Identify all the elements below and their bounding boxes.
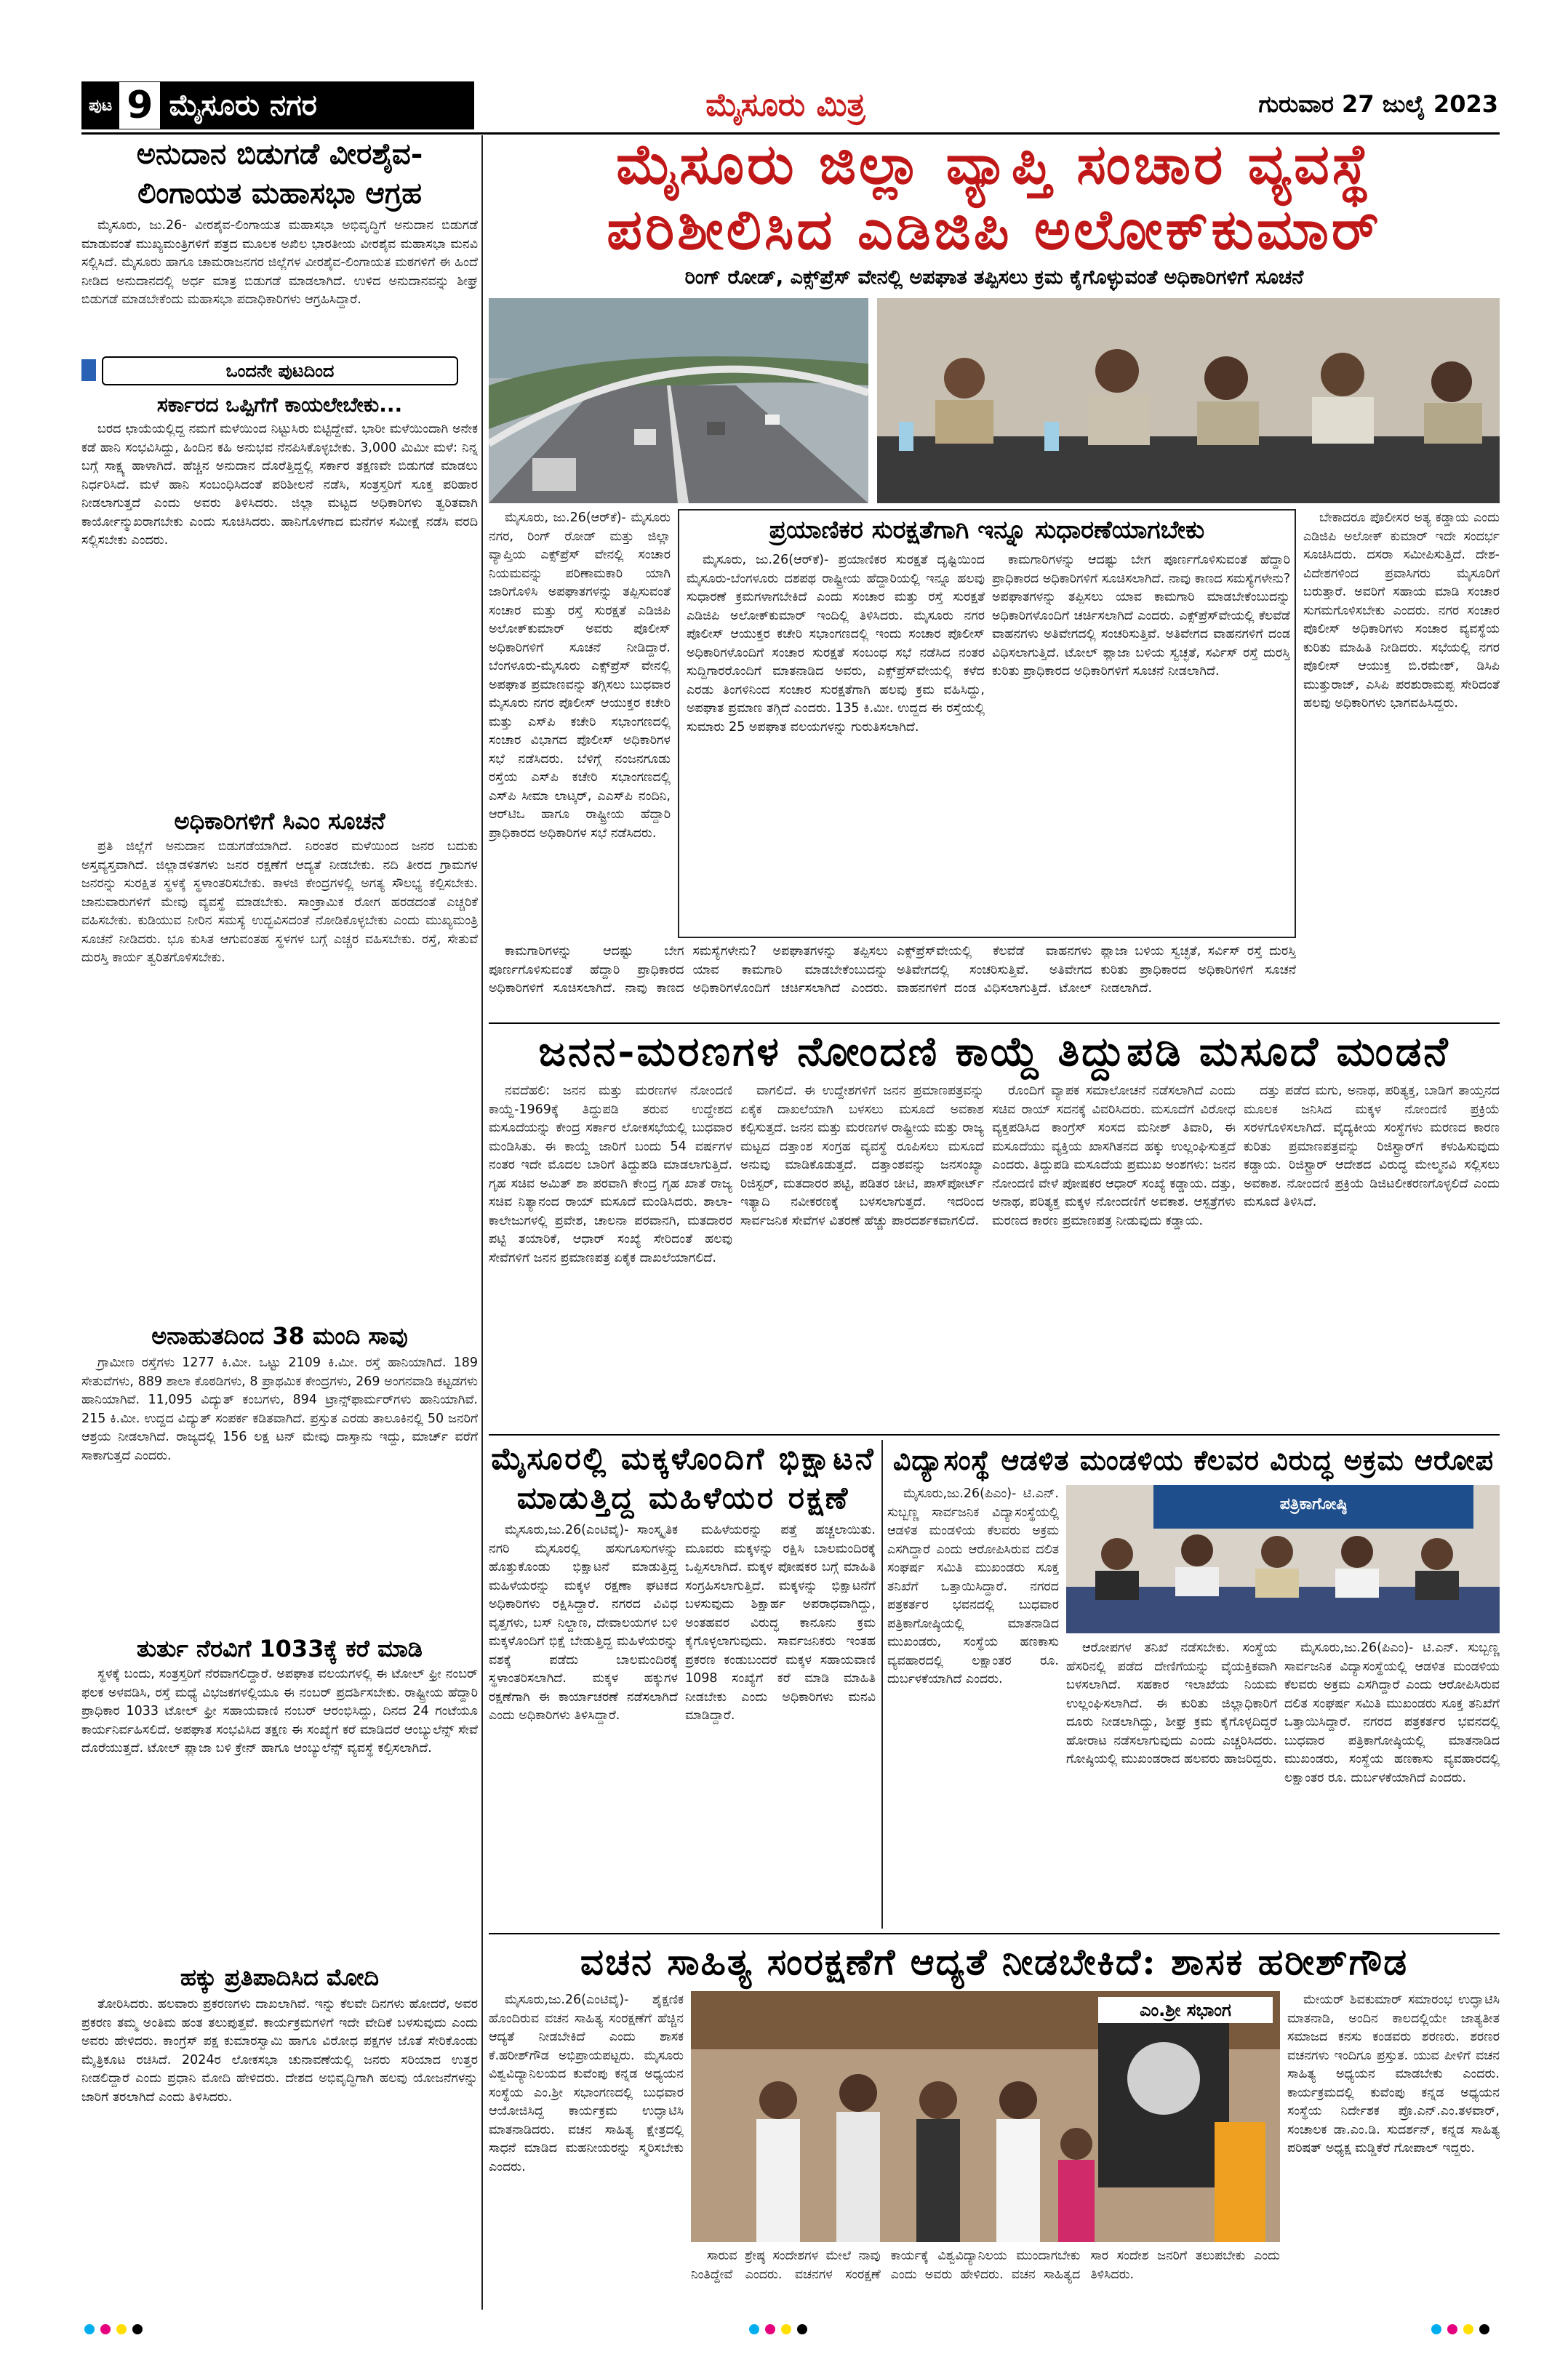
yellow-dot [116, 2324, 127, 2334]
continued-marker-left [81, 359, 96, 381]
issue-date: ಗುರುವಾರ 27 ಜುಲೈ 2023 [1258, 90, 1498, 118]
vachana-caption-paragraph: ಸಾರುವ ಶ್ರೇಷ್ಠ ಸಂದೇಶಗಳ ಮೇಲೆ ನಾವು ನಿಂತಿದ್ದೇವೆ ಎಂದರು. ವಚನಗಳ ಸಂರಕ್ಷಣೆ ಕಾರ್ಯಕ್ಕೆ ವಿಶ್ವವಿದ್ಯಾನಿಲಯ ಮುಂದಾಗಬೇಕು ಎಂದು ಅವರು ಹೇಳಿದರು. ವಚನ ಸಾಹಿತ್ಯದ ಸಾರ ಸಂದೇಶ ಜನರಿಗೆ ತಲುಪಬೇಕು ಎಂದು ತಿಳಿಸಿದರು. [691, 2249, 1280, 2282]
lead-col1-paragraph: ಮೈಸೂರು, ಜು.26(ಆರ್‌ಕೆ)- ಮೈಸೂರು ನಗರ, ರಿಂಗ್ ರೋಡ್ ಮತ್ತು ಜಿಲ್ಲಾ ವ್ಯಾಪ್ತಿಯ ಎಕ್ಸ್‌ಪ್ರೆಸ್ ವೇನಲ್ಲಿ ಸಂಚಾರ ನಿಯಮವನ್ನು ಪರಿಣಾಮಕಾರಿ ಯಾಗಿ ಜಾರಿಗೊಳಿಸಿ ಅಪಘಾತಗಳನ್ನು ತಪ್ಪಿಸುವಂತೆ ಸಂಚಾರ ಮತ್ತು ರಸ್ತೆ ಸುರಕ್ಷತೆ ಎಡಿಜಿಪಿ ಅಲೋಕ್‌ಕುಮಾರ್ ಅವರು ಪೊಲೀಸ್ ಅಧಿಕಾರಿಗಳಿಗೆ ಸೂಚನೆ ನೀಡಿದ್ದಾರೆ. ಬೆಂಗಳೂರು-ಮೈಸೂರು ಎಕ್ಸ್‌ಪ್ರೆಸ್ ವೇನಲ್ಲಿ ಅಪಘಾತ ಪ್ರಮಾಣವನ್ನು ತಗ್ಗಿಸಲು ಬುಧವಾರ ಮೈಸೂರು ನಗರ ಪೊಲೀಸ್ ಆಯುಕ್ತರ ಕಚೇರಿ ಮತ್ತು ಎಸ್‌ಪಿ ಕಚೇರಿ ಸಭಾಂಗಣದಲ್ಲಿ ಸಂಚಾರ ವಿಭಾಗದ ಪೊಲೀಸ್ ಅಧಿಕಾರಿಗಳ ಸಭೆ ನಡೆಸಿದರು. ಬೆಳಿಗ್ಗೆ ನಂಜನಗೂಡು ರಸ್ತೆಯ ಎಸ್‌ಪಿ ಕಚೇರಿ ಸಭಾಂಗಣದಲ್ಲಿ ಎಸ್‌ಪಿ ಸೀಮಾ ಲಾಟ್ಕರ್, ಎಎಸ್‌ಪಿ ನಂದಿನಿ, ಆರ್‌ಟಿಒ ಹಾಗೂ ರಾಷ್ಟ್ರೀಯ ಹೆದ್ದಾರಿ ಪ್ರಾಧಿಕಾರದ ಅಧಿಕಾರಿಗಳ ಸಭೆ ನಡೆಸಿದರು. [489, 511, 671, 841]
black-dot [1479, 2324, 1489, 2334]
registration-col2-paragraph: ವಾಗಲಿದೆ. ಈ ಉದ್ದೇಶಗಳಿಗೆ ಜನನ ಪ್ರಮಾಣಪತ್ರವನ್ನು ಏಕೈಕ ದಾಖಲೆಯಾಗಿ ಬಳಸಲು ಮಸೂದೆ ಅವಕಾಶ ಕಲ್ಪಿಸುತ್ತದೆ. ಜನನ ಮತ್ತು ಮರಣಗಳ ರಾಷ್ಟ್ರೀಯ ಮತ್ತು ರಾಜ್ಯ ಮಟ್ಟದ ದತ್ತಾಂಶ ಸಂಗ್ರಹ ವ್ಯವಸ್ಥೆ ರೂಪಿಸಲು ಮಸೂದೆ ಅನುವು ಮಾಡಿಕೊಡುತ್ತದೆ. ದತ್ತಾಂಶವನ್ನು ಜನಸಂಖ್ಯಾ ರಿಜಿಸ್ಟರ್, ಮತದಾರರ ಪಟ್ಟಿ, ಪಡಿತರ ಚೀಟಿ, ಪಾಸ್‌ಪೋರ್ಟ್ ಇತ್ಯಾದಿ ನವೀಕರಣಕ್ಕೆ ಬಳಸಲಾಗುತ್ತದೆ. ಇದರಿಂದ ಸಾರ್ವಜನಿಕ ಸೇವೆಗಳ ವಿತರಣೆ ಹೆಚ್ಚು ಪಾರದರ್ಶಕವಾಗಲಿದೆ. [740, 1084, 984, 1228]
cyan-dot [749, 2324, 759, 2334]
lead-col4 [1303, 509, 1500, 1018]
safety-box-headline: ಪ್ರಯಾಣಿಕರ ಸುರಕ್ಷತೆಗಾಗಿ ಇನ್ನೂ ಸುಧಾರಣೆಯಾಗಬೇಕು [769, 516, 1205, 545]
lead-col4-paragraph: ಬೇಕಾದರೂ ಪೊಲೀಸರ ಅತ್ಯ ಕಡ್ಡಾಯ ಎಂದು ಎಡಿಜಿಪಿ ಅಲೋಕ್ ಕುಮಾರ್ ಇದೇ ಸಂದರ್ಭ ಸೂಚಿಸಿದರು. ದಸರಾ ಸಮೀಪಿಸುತ್ತಿದೆ. ದೇಶ-ವಿದೇಶಗಳಿಂದ ಪ್ರವಾಸಿಗರು ಮೈಸೂರಿಗೆ ಬರುತ್ತಾರೆ. ಅವರಿಗೆ ಸಹಾಯ ಮಾಡಿ ಸಂಚಾರ ಸುಗಮಗೊಳಿಸಬೇಕು ಎಂದರು. ನಗರ ಸಂಚಾರ ಪೊಲೀಸ್ ಅಧಿಕಾರಿಗಳು ಸಂಚಾರ ವ್ಯವಸ್ಥೆಯ ಕುರಿತು ಮಾಹಿತಿ ನೀಡಿದರು. ಸಭೆಯಲ್ಲಿ ನಗರ ಪೊಲೀಸ್ ಆಯುಕ್ತ ಬಿ.ರಮೇಶ್, ಡಿಸಿಪಿ ಮುತ್ತುರಾಜ್, ಎಸಿಪಿ ಪರಶುರಾಮಪ್ಪ ಸೇರಿದಂತೆ ಹಲವು ಅಧಿಕಾರಿಗಳು ಭಾಗವಹಿಸಿದ್ದರು. [1303, 511, 1500, 710]
left-subhead-5: ಹಕ್ಕು ಪ್ರತಿಪಾದಿಸಿದ ಮೋದಿ [180, 1963, 380, 1991]
begging-divider [881, 1440, 883, 1929]
begging-headline-line2: ಮಾಡುತ್ತಿದ್ದ ಮಹಿಳೆಯರ ರಕ್ಷಣೆ [516, 1480, 850, 1516]
expressway-image [489, 298, 868, 503]
left-body-3-paragraph: ಗ್ರಾಮೀಣ ರಸ್ತೆಗಳು 1277 ಕಿ.ಮೀ. ಒಟ್ಟು 2109 ಕಿ.ಮೀ. ರಸ್ತೆ ಹಾನಿಯಾಗಿದೆ. 189 ಸೇತುವೆಗಳು, 889 ಶಾಲಾ ಕೊಠಡಿಗಳು, 8 ಪ್ರಾಥಮಿಕ ಕೇಂದ್ರಗಳು, 269 ಅಂಗನವಾಡಿ ಕಟ್ಟಡಗಳು ಹಾನಿಯಾಗಿವೆ. 11,095 ವಿದ್ಯುತ್ ಕಂಬಗಳು, 894 ಟ್ರಾನ್ಸ್‌ಫಾರ್ಮರ್‌ಗಳು ಹಾನಿಯಾಗಿವೆ. 215 ಕಿ.ಮೀ. ಉದ್ದದ ವಿದ್ಯುತ್ ಸಂಪರ್ಕ ಕಡಿತವಾಗಿದೆ. ಪ್ರಸ್ತುತ ಎರಡು ತಾಲೂಕಿನಲ್ಲಿ 50 ಜನರಿಗೆ ಆಶ್ರಯ ನೀಡಲಾಗಿದೆ. ರಾಜ್ಯದಲ್ಲಿ 156 ಲಕ್ಷ ಟನ್ ಮೇವು ದಾಸ್ತಾನು ಇದ್ದು, ಮಾರ್ಚ್ ವರೆಗೆ ಸಾಕಾಗುತ್ತದೆ ಎಂದರು. [81, 1356, 478, 1463]
lead-continuation [489, 942, 1296, 1018]
left-intro-paragraph: ಮೈಸೂರು, ಜು.26- ವೀರಶೈವ-ಲಿಂಗಾಯತ ಮಹಾಸಭಾ ಅಭಿವೃದ್ಧಿಗೆ ಅನುದಾನ ಬಿಡುಗಡೆ ಮಾಡುವಂತೆ ಮುಖ್ಯಮಂತ್ರಿಗಳಿಗೆ ಪತ್ರದ ಮೂಲಕ ಅಖಿಲ ಭಾರತೀಯ ವೀರಶೈವ ಮಹಾಸಭಾ ಮನವಿ ಸಲ್ಲಿಸಿದೆ. ಮೈಸೂರು ಹಾಗೂ ಚಾಮರಾಜನಗರ ಜಿಲ್ಲೆಗಳ ವೀರಶೈವ-ಲಿಂಗಾಯತ ಮಠಗಳಿಗೆ ಈ ಹಿಂದೆ ನೀಡಿದ ಅನುದಾನದಲ್ಲಿ ಅರ್ಧ ಮಾತ್ರ ಬಿಡುಗಡೆ ಮಾಡಲಾಗಿದೆ. ಉಳಿದ ಅನುದಾನವನ್ನು ಶೀಘ್ರ ಬಿಡುಗಡೆ ಮಾಡಬೇಕೆಂದು ಮಹಾಸಭಾ ಪದಾಧಿಕಾರಿಗಳು ಆಗ್ರಹಿಸಿದ್ದಾರೆ. [81, 218, 478, 307]
cyan-dot [84, 2324, 95, 2334]
lead-headline-line1: ಮೈಸೂರು ಜಿಲ್ಲಾ ವ್ಯಾಪ್ತಿ ಸಂಚಾರ ವ್ಯವಸ್ಥೆ [616, 132, 1372, 196]
vachana-col2 [1287, 1991, 1500, 2311]
yellow-dot [1463, 2324, 1473, 2334]
registration-col4 [1244, 1082, 1500, 1431]
meeting-image [877, 298, 1500, 503]
left-headline-line1: ಅನುದಾನ ಬಿಡುಗಡೆ ವೀರಶೈವ- [136, 137, 423, 171]
left-headline-line2: ಲಿಂಗಾಯತ ಮಹಾಸಭಾ ಆಗ್ರಹ [137, 176, 422, 210]
vachana-col1 [489, 1991, 684, 2311]
magenta-dot [765, 2324, 775, 2334]
press-meet-banner: ಪತ್ರಿಕಾಗೋಷ್ಠಿ [1279, 1495, 1348, 1513]
vachana-col1-paragraph: ಮೈಸೂರು,ಜು.26(ಎಂಟಿವೈ)- ಶೈಕ್ಷಣಿಕ ಹೊಂದಿರುವ ವಚನ ಸಾಹಿತ್ಯ ಸಂರಕ್ಷಣೆಗೆ ಹೆಚ್ಚಿನ ಆದ್ಯತೆ ನೀಡಬೇಕಿದೆ ಎಂದು ಶಾಸಕ ಕೆ.ಹರೀಶ್‌ಗೌಡ ಅಭಿಪ್ರಾಯಪಟ್ಟರು. ಮೈಸೂರು ವಿಶ್ವವಿದ್ಯಾನಿಲಯದ ಕುವೆಂಪು ಕನ್ನಡ ಅಧ್ಯಯನ ಸಂಸ್ಥೆಯ ಎಂ.ಶ್ರೀ ಸಭಾಂಗಣದಲ್ಲಿ ಬುಧವಾರ ಆಯೋಜಿಸಿದ್ದ ಕಾರ್ಯಕ್ರಮ ಉದ್ಘಾಟಿಸಿ ಮಾತನಾಡಿದರು. ವಚನ ಸಾಹಿತ್ಯ ಕ್ಷೇತ್ರದಲ್ಲಿ ಸಾಧನೆ ಮಾಡಿದ ಮಹನೀಯರನ್ನು ಸ್ಮರಿಸಬೇಕು ಎಂದರು. [489, 1993, 684, 2174]
left-subhead-1: ಸರ್ಕಾರದ ಒಪ್ಪಿಗೆಗೆ ಕಾಯಲೇಬೇಕು... [156, 393, 403, 417]
hall-name-banner: ಎಂ.ಶ್ರೀ ಸಭಾಂಗ [1098, 1997, 1273, 2023]
left-intro-text [81, 217, 478, 348]
section-title: ಮೈಸೂರು ನಗರ [169, 89, 317, 122]
mid-rule [489, 1434, 1500, 1436]
school-col3-paragraph: ಮೈಸೂರು,ಜು.26(ಪಿಎಂ)- ಟಿ.ಎನ್. ಸುಬ್ಬಣ್ಣ ಸಾರ್ವಜನಿಕ ವಿದ್ಯಾಸಂಸ್ಥೆಯಲ್ಲಿ ಆಡಳಿತ ಮಂಡಳಿಯ ಕೆಲವರು ಅಕ್ರಮ ಎಸಗಿದ್ದಾರೆ ಎಂದು ಆರೋಪಿಸಿರುವ ದಲಿತ ಸಂಘರ್ಷ ಸಮಿತಿ ಮುಖಂಡರು ಸೂಕ್ತ ತನಿಖೆಗೆ ಒತ್ತಾಯಿಸಿದ್ದಾರೆ. ನಗರದ ಪತ್ರಕರ್ತರ ಭವನದಲ್ಲಿ ಬುಧವಾರ ಪತ್ರಿಕಾಗೋಷ್ಠಿಯಲ್ಲಿ ಮಾತನಾಡಿದ ಮುಖಂಡರು, ಸಂಸ್ಥೆಯ ಹಣಕಾಸು ವ್ಯವಹಾರದಲ್ಲಿ ಲಕ್ಷಾಂತರ ರೂ. ದುರ್ಬಳಕೆಯಾಗಿದೆ ಎಂದರು. [1284, 1641, 1500, 1785]
continued-box: ಒಂದನೇ ಪುಟದಿಂದ [102, 356, 458, 385]
black-dot [132, 2324, 143, 2334]
vachana-caption [691, 2247, 1280, 2311]
registration-dots-center [749, 2324, 807, 2334]
page-label: ಪುಟ [89, 96, 113, 115]
begging-col2-paragraph: ಮಹಿಳೆಯರನ್ನು ಪತ್ತೆ ಹಚ್ಚಲಾಯಿತು. ಮೂವರು ಮಕ್ಕಳನ್ನು ರಕ್ಷಿಸಿ ಬಾಲಮಂದಿರಕ್ಕೆ ಒಪ್ಪಿಸಲಾಗಿದೆ. ಮಕ್ಕಳ ಪೋಷಕರ ಬಗ್ಗೆ ಮಾಹಿತಿ ಸಂಗ್ರಹಿಸಲಾಗುತ್ತಿದೆ. ಮಕ್ಕಳನ್ನು ಭಿಕ್ಷಾಟನೆಗೆ ಬಳಸುವುದು ಶಿಕ್ಷಾರ್ಹ ಅಪರಾಧವಾಗಿದ್ದು, ಅಂತಹವರ ವಿರುದ್ಧ ಕಾನೂನು ಕ್ರಮ ಕೈಗೊಳ್ಳಲಾಗುವುದು. ಸಾರ್ವಜನಿಕರು ಇಂತಹ ಪ್ರಕರಣ ಕಂಡುಬಂದರೆ ಮಕ್ಕಳ ಸಹಾಯವಾಣಿ 1098 ಸಂಖ್ಯೆಗೆ ಕರೆ ಮಾಡಿ ಮಾಹಿತಿ ನೀಡಬೇಕು ಎಂದು ಅಧಿಕಾರಿಗಳು ಮನವಿ ಮಾಡಿದ್ದಾರೆ. [685, 1523, 876, 1723]
lead-subhead: ರಿಂಗ್ ರೋಡ್, ಎಕ್ಸ್‌ಪ್ರೆಸ್ ವೇನಲ್ಲಿ ಅಪಘಾತ ತಪ್ಪಿಸಲು ಕ್ರಮ ಕೈಗೊಳ್ಳುವಂತೆ ಅಧಿಕಾರಿಗಳಿಗೆ ಸೂಚನೆ [684, 266, 1304, 289]
yellow-dot [781, 2324, 791, 2334]
expressway-photo [489, 298, 868, 503]
left-subhead-3: ಅನಾಹುತದಿಂದ 38 ಮಂದಿ ಸಾವು [151, 1322, 408, 1350]
registration-col1 [489, 1082, 732, 1431]
left-subhead-4: ತುರ್ತು ನೆರವಿಗೆ 1033ಕ್ಕೆ ಕರೆ ಮಾಡಿ [137, 1635, 423, 1662]
vachana-event-photo [691, 1991, 1280, 2242]
lead-continuation-paragraph: ಕಾಮಗಾರಿಗಳನ್ನು ಆದಷ್ಟು ಬೇಗ ಪೂರ್ಣಗೊಳಿಸುವಂತೆ ಹೆದ್ದಾರಿ ಪ್ರಾಧಿಕಾರದ ಅಧಿಕಾರಿಗಳಿಗೆ ಸೂಚಿಸಲಾಗಿದೆ. ನಾವು ಕಾಣದ ಸಮಸ್ಯೆಗಳೇನು? ಅಪಘಾತಗಳನ್ನು ತಪ್ಪಿಸಲು ಯಾವ ಕಾಮಗಾರಿ ಮಾಡಬೇಕೆಂಬುದನ್ನು ಅಧಿಕಾರಿಗಳೊಂದಿಗೆ ಚರ್ಚಿಸಲಾಗಿದೆ ಎಂದರು. ಎಕ್ಸ್‌ಪ್ರೆಸ್‌ವೇಯಲ್ಲಿ ಕೆಲವೆಡೆ ವಾಹನಗಳು ಅತಿವೇಗದಲ್ಲಿ ಸಂಚರಿಸುತ್ತಿವೆ. ಅತಿವೇಗದ ವಾಹನಗಳಿಗೆ ದಂಡ ವಿಧಿಸಲಾಗುತ್ತಿದೆ. ಟೋಲ್ ಪ್ಲಾಜಾ ಬಳಿಯ ಸ್ವಚ್ಛತೆ, ಸರ್ವಿಸ್ ರಸ್ತೆ ದುರಸ್ತಿ ಕುರಿತು ಪ್ರಾಧಿಕಾರದ ಅಧಿಕಾರಿಗಳಿಗೆ ಸೂಚನೆ ನೀಡಲಾಗಿದೆ. [489, 944, 1296, 996]
lead-headline-line2: ಪರಿಶೀಲಿಸಿದ ಎಡಿಜಿಪಿ ಅಲೋಕ್‌ಕುಮಾರ್ [607, 197, 1382, 262]
left-subhead-2: ಅಧಿಕಾರಿಗಳಿಗೆ ಸಿಎಂ ಸೂಚನೆ [174, 807, 385, 835]
left-body-2 [81, 838, 478, 1318]
safety-box-col2 [992, 551, 1290, 929]
school-col1 [887, 1485, 1059, 1929]
begging-col2 [685, 1521, 876, 1929]
registration-col1-paragraph: ನವದೆಹಲಿ: ಜನನ ಮತ್ತು ಮರಣಗಳ ನೋಂದಣಿ ಕಾಯ್ದೆ-1969ಕ್ಕೆ ತಿದ್ದುಪಡಿ ತರುವ ಉದ್ದೇಶದ ಮಸೂದೆಯನ್ನು ಕೇಂದ್ರ ಸರ್ಕಾರ ಲೋಕಸಭೆಯಲ್ಲಿ ಬುಧವಾರ ಮಂಡಿಸಿತು. ಈ ಕಾಯ್ದೆ ಜಾರಿಗೆ ಬಂದು 54 ವರ್ಷಗಳ ನಂತರ ಇದೇ ಮೊದಲ ಬಾರಿಗೆ ತಿದ್ದುಪಡಿ ಮಾಡಲಾಗುತ್ತಿದೆ. ಗೃಹ ಸಚಿವ ಅಮಿತ್ ಶಾ ಪರವಾಗಿ ಕೇಂದ್ರ ಗೃಹ ಖಾತೆ ರಾಜ್ಯ ಸಚಿವ ನಿತ್ಯಾನಂದ ರಾಯ್ ಮಸೂದೆ ಮಂಡಿಸಿದರು. ಶಾಲಾ-ಕಾಲೇಜುಗಳಲ್ಲಿ ಪ್ರವೇಶ, ಚಾಲನಾ ಪರವಾನಗಿ, ಮತದಾರರ ಪಟ್ಟಿ ತಯಾರಿಕೆ, ಆಧಾರ್ ಸಂಖ್ಯೆ ಸೇರಿದಂತೆ ಹಲವು ಸೇವೆಗಳಿಗೆ ಜನನ ಪ್ರಮಾಣಪತ್ರ ಏಕೈಕ ದಾಖಲೆಯಾಗಲಿದೆ. [489, 1084, 732, 1265]
registration-col3 [992, 1082, 1236, 1431]
vachana-event-image [691, 1991, 1280, 2242]
press-meet-photo [1066, 1485, 1500, 1633]
left-column-divider [481, 135, 483, 2310]
registration-col4-paragraph: ದತ್ತು ಪಡೆದ ಮಗು, ಅನಾಥ, ಪರಿತ್ಯಕ್ತ, ಬಾಡಿಗೆ ತಾಯ್ತನದ ಮೂಲಕ ಜನಿಸಿದ ಮಕ್ಕಳ ನೋಂದಣಿ ಪ್ರಕ್ರಿಯೆ ಸರಳಗೊಳಿಸಲಾಗಿದೆ. ವೈದ್ಯಕೀಯ ಸಂಸ್ಥೆಗಳು ಮರಣದ ಕಾರಣ ಕುರಿತು ಪ್ರಮಾಣಪತ್ರವನ್ನು ರಿಜಿಸ್ಟ್ರಾರ್‌ಗೆ ಕಳುಹಿಸುವುದು ಕಡ್ಡಾಯ. ರಿಜಿಸ್ಟ್ರಾರ್ ಆದೇಶದ ವಿರುದ್ಧ ಮೇಲ್ಮನವಿ ಸಲ್ಲಿಸಲು ಅವಕಾಶ. ನೋಂದಣಿ ಪ್ರಕ್ರಿಯೆ ಡಿಜಿಟಲೀಕರಣಗೊಳ್ಳಲಿದೆ ಎಂದು ಮಸೂದೆ ತಿಳಿಸಿದೆ. [1244, 1084, 1500, 1209]
left-body-1 [81, 420, 478, 798]
school-col3 [1284, 1639, 1500, 1929]
registration-col3-paragraph: ರೊಂದಿಗೆ ವ್ಯಾಪಕ ಸಮಾಲೋಚನೆ ನಡೆಸಲಾಗಿದೆ ಎಂದು ಸಚಿವ ರಾಯ್ ಸದನಕ್ಕೆ ವಿವರಿಸಿದರು. ಮಸೂದೆಗೆ ವಿರೋಧ ವ್ಯಕ್ತಪಡಿಸಿದ ಕಾಂಗ್ರೆಸ್ ಸಂಸದ ಮನೀಶ್ ತಿವಾರಿ, ಈ ಮಸೂದೆಯು ವ್ಯಕ್ತಿಯ ಖಾಸಗಿತನದ ಹಕ್ಕು ಉಲ್ಲಂಘಿಸುತ್ತದೆ ಎಂದರು. ತಿದ್ದುಪಡಿ ಮಸೂದೆಯ ಪ್ರಮುಖ ಅಂಶಗಳು: ಜನನ ನೋಂದಣಿ ವೇಳೆ ಪೋಷಕರ ಆಧಾರ್ ಸಂಖ್ಯೆ ಕಡ್ಡಾಯ. ದತ್ತು, ಅನಾಥ, ಪರಿತ್ಯಕ್ತ ಮಕ್ಕಳ ನೋಂದಣಿಗೆ ಅವಕಾಶ. ಆಸ್ಪತ್ರೆಗಳು ಮರಣದ ಕಾರಣ ಪ್ರಮಾಣಪತ್ರ ನೀಡುವುದು ಕಡ್ಡಾಯ. [992, 1084, 1236, 1228]
registration-dots-left [84, 2324, 143, 2334]
safety-box-col2-paragraph: ಕಾಮಗಾರಿಗಳನ್ನು ಆದಷ್ಟು ಬೇಗ ಪೂರ್ಣಗೊಳಿಸುವಂತೆ ಹೆದ್ದಾರಿ ಪ್ರಾಧಿಕಾರದ ಅಧಿಕಾರಿಗಳಿಗೆ ಸೂಚಿಸಲಾಗಿದೆ. ನಾವು ಕಾಣದ ಸಮಸ್ಯೆಗಳೇನು? ಅಪಘಾತಗಳನ್ನು ತಪ್ಪಿಸಲು ಯಾವ ಕಾಮಗಾರಿ ಮಾಡಬೇಕೆಂಬುದನ್ನು ಅಧಿಕಾರಿಗಳೊಂದಿಗೆ ಚರ್ಚಿಸಲಾಗಿದೆ ಎಂದರು. ಎಕ್ಸ್‌ಪ್ರೆಸ್‌ವೇಯಲ್ಲಿ ಕೆಲವೆಡೆ ವಾಹನಗಳು ಅತಿವೇಗದಲ್ಲಿ ಸಂಚರಿಸುತ್ತಿವೆ. ಅತಿವೇಗದ ವಾಹನಗಳಿಗೆ ದಂಡ ವಿಧಿಸಲಾಗುತ್ತಿದೆ. ಟೋಲ್ ಪ್ಲಾಜಾ ಬಳಿಯ ಸ್ವಚ್ಛತೆ, ಸರ್ವಿಸ್ ರಸ್ತೆ ದುರಸ್ತಿ ಕುರಿತು ಪ್ರಾಧಿಕಾರದ ಅಧಿಕಾರಿಗಳಿಗೆ ಸೂಚನೆ ನೀಡಲಾಗಿದೆ. [992, 553, 1290, 678]
school-headline: ವಿದ್ಯಾಸಂಸ್ಥೆ ಆಡಳಿತ ಮಂಡಳಿಯ ಕೆಲವರ ವಿರುದ್ಧ ಅಕ್ರಮ ಆರೋಪ [892, 1444, 1495, 1476]
left-body-4-paragraph: ಸ್ಥಳಕ್ಕೆ ಬಂದು, ಸಂತ್ರಸ್ತರಿಗೆ ನೆರವಾಗಲಿದ್ದಾರೆ. ಅಪಘಾತ ವಲಯಗಳಲ್ಲಿ ಈ ಟೋಲ್ ಫ್ರೀ ನಂಬರ್ ಫಲಕ ಅಳವಡಿಸಿ, ರಸ್ತೆ ಮಧ್ಯೆ ವಿಭಜಕಗಳಲ್ಲಿಯೂ ಈ ನಂಬರ್ ಪ್ರದರ್ಶಿಸಬೇಕು. ರಾಷ್ಟ್ರೀಯ ಹೆದ್ದಾರಿ ಪ್ರಾಧಿಕಾರ 1033 ಟೋಲ್ ಫ್ರೀ ಸಹಾಯವಾಣಿ ನಂಬರ್ ಆರಂಭಿಸಿದ್ದು, ದಿನದ 24 ಗಂಟೆಯೂ ಕಾರ್ಯನಿರ್ವಹಿಸಲಿದೆ. ಅಪಘಾತ ಸಂಭವಿಸಿದ ತಕ್ಷಣ ಈ ಸಂಖ್ಯೆಗೆ ಕರೆ ಮಾಡಿದರೆ ಆಂಬ್ಯುಲೆನ್ಸ್ ಸೇವೆ ದೊರೆಯುತ್ತದೆ. ಟೋಲ್ ಪ್ಲಾಜಾ ಬಳಿ ಕ್ರೇನ್ ಹಾಗೂ ಆಂಬ್ಯುಲೆನ್ಸ್ ವ್ಯವಸ್ಥೆ ಕಲ್ಪಿಸಲಾಗಿದೆ. [81, 1667, 478, 1756]
page-header-section-box [81, 81, 474, 129]
lead-col1 [489, 509, 671, 938]
left-body-4 [81, 1665, 478, 1956]
meeting-photo [877, 298, 1500, 503]
registration-dots-right [1431, 2324, 1489, 2334]
bottom-rule [489, 1933, 1500, 1934]
magenta-dot [100, 2324, 111, 2334]
left-body-5-paragraph: ತೋರಿಸಿದರು. ಹಲವಾರು ಪ್ರಕರಣಗಳು ದಾಖಲಾಗಿವೆ. ಇನ್ನು ಕೆಲವೇ ದಿನಗಳು ಹೋದರೆ, ಅವರ ಪ್ರಕರಣ ತಮ್ಮ ಅಂತಿಮ ಹಂತ ತಲುಪುತ್ತವೆ. ಕಾರ್ಯಕ್ರಮಗಳಿಗೆ ಇದೇ ವೇದಿಕೆ ಬಳಸುವುದು ಎಂದು ಅವರು ಹೇಳಿದರು. ಕಾಂಗ್ರೆಸ್ ಪಕ್ಷ ಕುಮಾರಸ್ವಾಮಿ ಹಾಗೂ ವಿರೋಧ ಪಕ್ಷಗಳ ಜೊತೆ ಸೇರಿಕೊಂಡು ಮೈತ್ರಿಕೂಟ ರಚಿಸಿದೆ. 2024ರ ಲೋಕಸಭಾ ಚುನಾವಣೆಯಲ್ಲಿ ಜನರು ಸರಿಯಾದ ಉತ್ತರ ನೀಡಲಿದ್ದಾರೆ ಎಂದು ಪ್ರಧಾನಿ ಮೋದಿ ಹೇಳಿದರು. ದೇಶದ ಅಭಿವೃದ್ಧಿಗಾಗಿ ಹಲವು ಯೋಜನೆಗಳನ್ನು ಜಾರಿಗೆ ತರಲಾಗಿದೆ ಎಂದು ತಿಳಿಸಿದರು. [81, 1997, 478, 2105]
cyan-dot [1431, 2324, 1441, 2334]
vachana-col2-paragraph: ಮೇಯರ್ ಶಿವಕುಮಾರ್ ಸಮಾರಂಭ ಉದ್ಘಾಟಿಸಿ ಮಾತನಾಡಿ, ಅಂದಿನ ಕಾಲದಲ್ಲಿಯೇ ಜಾತ್ಯತೀತ ಸಮಾಜದ ಕನಸು ಕಂಡವರು ಶರಣರು. ಶರಣರ ವಚನಗಳು ಇಂದಿಗೂ ಪ್ರಸ್ತುತ. ಯುವ ಪೀಳಿಗೆ ವಚನ ಸಾಹಿತ್ಯ ಅಧ್ಯಯನ ಮಾಡಬೇಕು ಎಂದರು. ಕಾರ್ಯಕ್ರಮದಲ್ಲಿ ಕುವೆಂಪು ಕನ್ನಡ ಅಧ್ಯಯನ ಸಂಸ್ಥೆಯ ನಿರ್ದೇಶಕ ಪ್ರೊ.ಎನ್.ಎಂ.ತಳವಾರ್, ಸಂಚಾಲಕ ಡಾ.ಎಂ.ಡಿ. ಸುದರ್ಶನ್, ಕನ್ನಡ ಸಾಹಿತ್ಯ ಪರಿಷತ್ ಅಧ್ಯಕ್ಷ ಮಡ್ಡಿಕೆರೆ ಗೋಪಾಲ್ ಇದ್ದರು. [1287, 1993, 1500, 2155]
masthead-logo: ಮೈಸೂರು ಮಿತ್ರ [705, 87, 865, 124]
left-body-2-paragraph: ಪ್ರತಿ ಜಿಲ್ಲೆಗೆ ಅನುದಾನ ಬಿಡುಗಡೆಯಾಗಿದೆ. ನಿರಂತರ ಮಳೆಯಿಂದ ಜನರ ಬದುಕು ಅಸ್ತವ್ಯಸ್ತವಾಗಿದೆ. ಜಿಲ್ಲಾಡಳಿತಗಳು ಜನರ ರಕ್ಷಣೆಗೆ ಆದ್ಯತೆ ನೀಡಬೇಕು. ನದಿ ತೀರದ ಗ್ರಾಮಗಳ ಜನರನ್ನು ಸುರಕ್ಷಿತ ಸ್ಥಳಕ್ಕೆ ಸ್ಥಳಾಂತರಿಸಬೇಕು. ಕಾಳಜಿ ಕೇಂದ್ರಗಳಲ್ಲಿ ಅಗತ್ಯ ಸೌಲಭ್ಯ ಕಲ್ಪಿಸಬೇಕು. ಜಾನುವಾರುಗಳಿಗೆ ಮೇವು ವ್ಯವಸ್ಥೆ ಮಾಡಬೇಕು. ಸಾಂಕ್ರಾಮಿಕ ರೋಗ ಹರಡದಂತೆ ಎಚ್ಚರಿಕೆ ವಹಿಸಬೇಕು. ಕುಡಿಯುವ ನೀರಿನ ಸಮಸ್ಯೆ ಉದ್ಭವಿಸದಂತೆ ನೋಡಿಕೊಳ್ಳಬೇಕು ಎಂದು ಮುಖ್ಯಮಂತ್ರಿ ಸೂಚನೆ ನೀಡಿದರು. ಭೂ ಕುಸಿತ ಆಗುವಂತಹ ಸ್ಥಳಗಳ ಬಗ್ಗೆ ಎಚ್ಚರ ವಹಿಸಬೇಕು. ರಸ್ತೆ, ಸೇತುವೆ ದುರಸ್ತಿ ಕಾರ್ಯ ತ್ವರಿತಗೊಳಿಸಬೇಕು. [81, 839, 478, 965]
school-col1-paragraph: ಮೈಸೂರು,ಜು.26(ಪಿಎಂ)- ಟಿ.ಎನ್. ಸುಬ್ಬಣ್ಣ ಸಾರ್ವಜನಿಕ ವಿದ್ಯಾಸಂಸ್ಥೆಯಲ್ಲಿ ಆಡಳಿತ ಮಂಡಳಿಯ ಕೆಲವರು ಅಕ್ರಮ ಎಸಗಿದ್ದಾರೆ ಎಂದು ಆರೋಪಿಸಿರುವ ದಲಿತ ಸಂಘರ್ಷ ಸಮಿತಿ ಮುಖಂಡರು ಸೂಕ್ತ ತನಿಖೆಗೆ ಒತ್ತಾಯಿಸಿದ್ದಾರೆ. ನಗರದ ಪತ್ರಕರ್ತರ ಭವನದಲ್ಲಿ ಬುಧವಾರ ಪತ್ರಿಕಾಗೋಷ್ಠಿಯಲ್ಲಿ ಮಾತನಾಡಿದ ಮುಖಂಡರು, ಸಂಸ್ಥೆಯ ಹಣಕಾಸು ವ್ಯವಹಾರದಲ್ಲಿ ಲಕ್ಷಾಂತರ ರೂ. ದುರ್ಬಳಕೆಯಾಗಿದೆ ಎಂದರು. [887, 1486, 1059, 1686]
begging-headline-line1: ಮೈಸೂರಲ್ಲಿ ಮಕ್ಕಳೊಂದಿಗೆ ಭಿಕ್ಷಾಟನೆ [491, 1441, 876, 1476]
black-dot [797, 2324, 807, 2334]
registration-col2 [740, 1082, 984, 1431]
left-body-1-paragraph: ಬರದ ಛಾಯೆಯಲ್ಲಿದ್ದ ನಮಗೆ ಮಳೆಯಿಂದ ನಿಟ್ಟುಸಿರು ಬಿಟ್ಟಿದ್ದೇವೆ. ಭಾರೀ ಮಳೆಯಿಂದಾಗಿ ಅನೇಕ ಕಡೆ ಹಾನಿ ಸಂಭವಿಸಿದ್ದು, ಹಿಂದಿನ ಕಹಿ ಅನುಭವ ನೆನಪಿಸಿಕೊಳ್ಳಬೇಕು. 3,000 ಮಿಮೀ ಮಳೆ: ನಿನ್ನ ಬಗ್ಗೆ ಸಾಕ್ಷ್ಯ ಹಾಳಾಗಿದೆ. ಹೆಚ್ಚಿನ ಅನುದಾನ ದೊರೆತ್ತಿದ್ದಲ್ಲಿ ಸರ್ಕಾರ ತಕ್ಷಣವೇ ಬಿಡುಗಡೆ ಮಾಡಲು ನಿರ್ಧರಿಸಿದೆ. ಮಳೆ ಹಾನಿ ಸಂಬಂಧಿಸಿದಂತೆ ಪರಿಶೀಲನೆ ನಡೆಸಿ, ಸಂತ್ರಸ್ತರಿಗೆ ಸೂಕ್ತ ಪರಿಹಾರ ನೀಡಲಾಗುತ್ತದೆ ಎಂದು ಅವರು ತಿಳಿಸಿದರು. ಜಿಲ್ಲಾ ಮಟ್ಟದ ಅಧಿಕಾರಿಗಳು ತ್ವರಿತವಾಗಿ ಕಾರ್ಯೋನ್ಮುಖರಾಗಬೇಕು ಎಂದು ಸೂಚಿಸಿದರು. ಹಾನಿಗೊಳಗಾದ ಮನೆಗಳ ಸಮೀಕ್ಷೆ ನಡೆಸಿ ವರದಿ ಸಲ್ಲಿಸಬೇಕು ಎಂದರು. [81, 422, 478, 548]
safety-box-col1 [687, 551, 985, 929]
registration-rule [489, 1022, 1500, 1024]
magenta-dot [1447, 2324, 1457, 2334]
left-body-5 [81, 1995, 478, 2301]
page-number: 9 [119, 82, 160, 129]
left-body-3 [81, 1354, 478, 1623]
vachana-headline: ವಚನ ಸಾಹಿತ್ಯ ಸಂರಕ್ಷಣೆಗೆ ಆದ್ಯತೆ ನೀಡಬೇಕಿದೆ: ಶಾಸಕ ಹರೀಶ್‌ಗೌಡ [580, 1940, 1409, 1983]
registration-headline: ಜನನ-ಮರಣಗಳ ನೋಂದಣಿ ಕಾಯ್ದೆ ತಿದ್ದುಪಡಿ ಮಸೂದೆ ಮಂಡನೆ [538, 1028, 1450, 1076]
school-col2-paragraph: ಆರೋಪಗಳ ತನಿಖೆ ನಡೆಸಬೇಕು. ಸಂಸ್ಥೆಯ ಹೆಸರಿನಲ್ಲಿ ಪಡೆದ ದೇಣಿಗೆಯನ್ನು ವೈಯಕ್ತಿಕವಾಗಿ ಬಳಸಲಾಗಿದೆ. ಸಹಕಾರ ಇಲಾಖೆಯ ನಿಯಮ ಉಲ್ಲಂಘಿಸಲಾಗಿದೆ. ಈ ಕುರಿತು ಜಿಲ್ಲಾಧಿಕಾರಿಗೆ ದೂರು ನೀಡಲಾಗಿದ್ದು, ಶೀಘ್ರ ಕ್ರಮ ಕೈಗೊಳ್ಳದಿದ್ದರೆ ಹೋರಾಟ ನಡೆಸಲಾಗುವುದು ಎಂದು ಎಚ್ಚರಿಸಿದರು. ಗೋಷ್ಠಿಯಲ್ಲಿ ಮುಖಂಡರಾದ ಹಲವರು ಹಾಜರಿದ್ದರು. [1066, 1641, 1277, 1766]
safety-box-col1-paragraph: ಮೈಸೂರು, ಜು.26(ಆರ್‌ಕೆ)- ಪ್ರಯಾಣಿಕರ ಸುರಕ್ಷತೆ ದೃಷ್ಟಿಯಿಂದ ಮೈಸೂರು-ಬೆಂಗಳೂರು ದಶಪಥ ರಾಷ್ಟ್ರೀಯ ಹೆದ್ದಾರಿಯಲ್ಲಿ ಇನ್ನೂ ಹಲವು ಸುಧಾರಣೆ ಕ್ರಮಗಳಾಗಬೇಕಿದೆ ಎಂದು ಸಂಚಾರ ಮತ್ತು ರಸ್ತೆ ಸುರಕ್ಷತೆ ಎಡಿಜಿಪಿ ಅಲೋಕ್‌ಕುಮಾರ್ ಇಂದಿಲ್ಲಿ ತಿಳಿಸಿದರು. ಮೈಸೂರು ನಗರ ಪೊಲೀಸ್ ಆಯುಕ್ತರ ಕಚೇರಿ ಸಭಾಂಗಣದಲ್ಲಿ ಇಂದು ಸಂಚಾರ ಪೊಲೀಸ್ ಅಧಿಕಾರಿಗಳೊಂದಿಗೆ ಸಂಚಾರ ಸುರಕ್ಷತೆ ಸಂಬಂಧ ಸಭೆ ನಡೆಸಿದ ನಂತರ ಸುದ್ದಿಗಾರರೊಂದಿಗೆ ಮಾತನಾಡಿದ ಅವರು, ಎಕ್ಸ್‌ಪ್ರೆಸ್‌ವೇಯಲ್ಲಿ ಕಳೆದ ಎರಡು ತಿಂಗಳಿನಿಂದ ಸಂಚಾರ ಸುರಕ್ಷತೆಗಾಗಿ ಹಲವು ಕ್ರಮ ವಹಿಸಿದ್ದು, ಅಪಘಾತ ಪ್ರಮಾಣ ತಗ್ಗಿದೆ ಎಂದರು. 135 ಕಿ.ಮೀ. ಉದ್ದದ ಈ ರಸ್ತೆಯಲ್ಲಿ ಸುಮಾರು 25 ಅಪಘಾತ ವಲಯಗಳನ್ನು ಗುರುತಿಸಲಾಗಿದೆ. [687, 553, 985, 734]
begging-col1 [489, 1521, 678, 1929]
school-col2 [1066, 1639, 1277, 1929]
begging-col1-paragraph: ಮೈಸೂರು,ಜು.26(ಎಂಟಿವೈ)- ಸಾಂಸ್ಕೃತಿಕ ನಗರಿ ಮೈಸೂರಲ್ಲಿ ಹಸುಗೂಸುಗಳನ್ನು ಹೊತ್ತುಕೊಂಡು ಭಿಕ್ಷಾಟನೆ ಮಾಡುತ್ತಿದ್ದ ಮಹಿಳೆಯರನ್ನು ಮಕ್ಕಳ ರಕ್ಷಣಾ ಘಟಕದ ಅಧಿಕಾರಿಗಳು ರಕ್ಷಿಸಿದ್ದಾರೆ. ನಗರದ ವಿವಿಧ ವೃತ್ತಗಳು, ಬಸ್ ನಿಲ್ದಾಣ, ದೇವಾಲಯಗಳ ಬಳಿ ಮಕ್ಕಳೊಂದಿಗೆ ಭಿಕ್ಷೆ ಬೇಡುತ್ತಿದ್ದ ಮಹಿಳೆಯರನ್ನು ವಶಕ್ಕೆ ಪಡೆದು ಬಾಲಮಂದಿರಕ್ಕೆ ಸ್ಥಳಾಂತರಿಸಲಾಗಿದೆ. ಮಕ್ಕಳ ಹಕ್ಕುಗಳ ರಕ್ಷಣೆಗಾಗಿ ಈ ಕಾರ್ಯಾಚರಣೆ ನಡೆಸಲಾಗಿದೆ ಎಂದು ಅಧಿಕಾರಿಗಳು ತಿಳಿಸಿದ್ದಾರೆ. [489, 1523, 678, 1723]
